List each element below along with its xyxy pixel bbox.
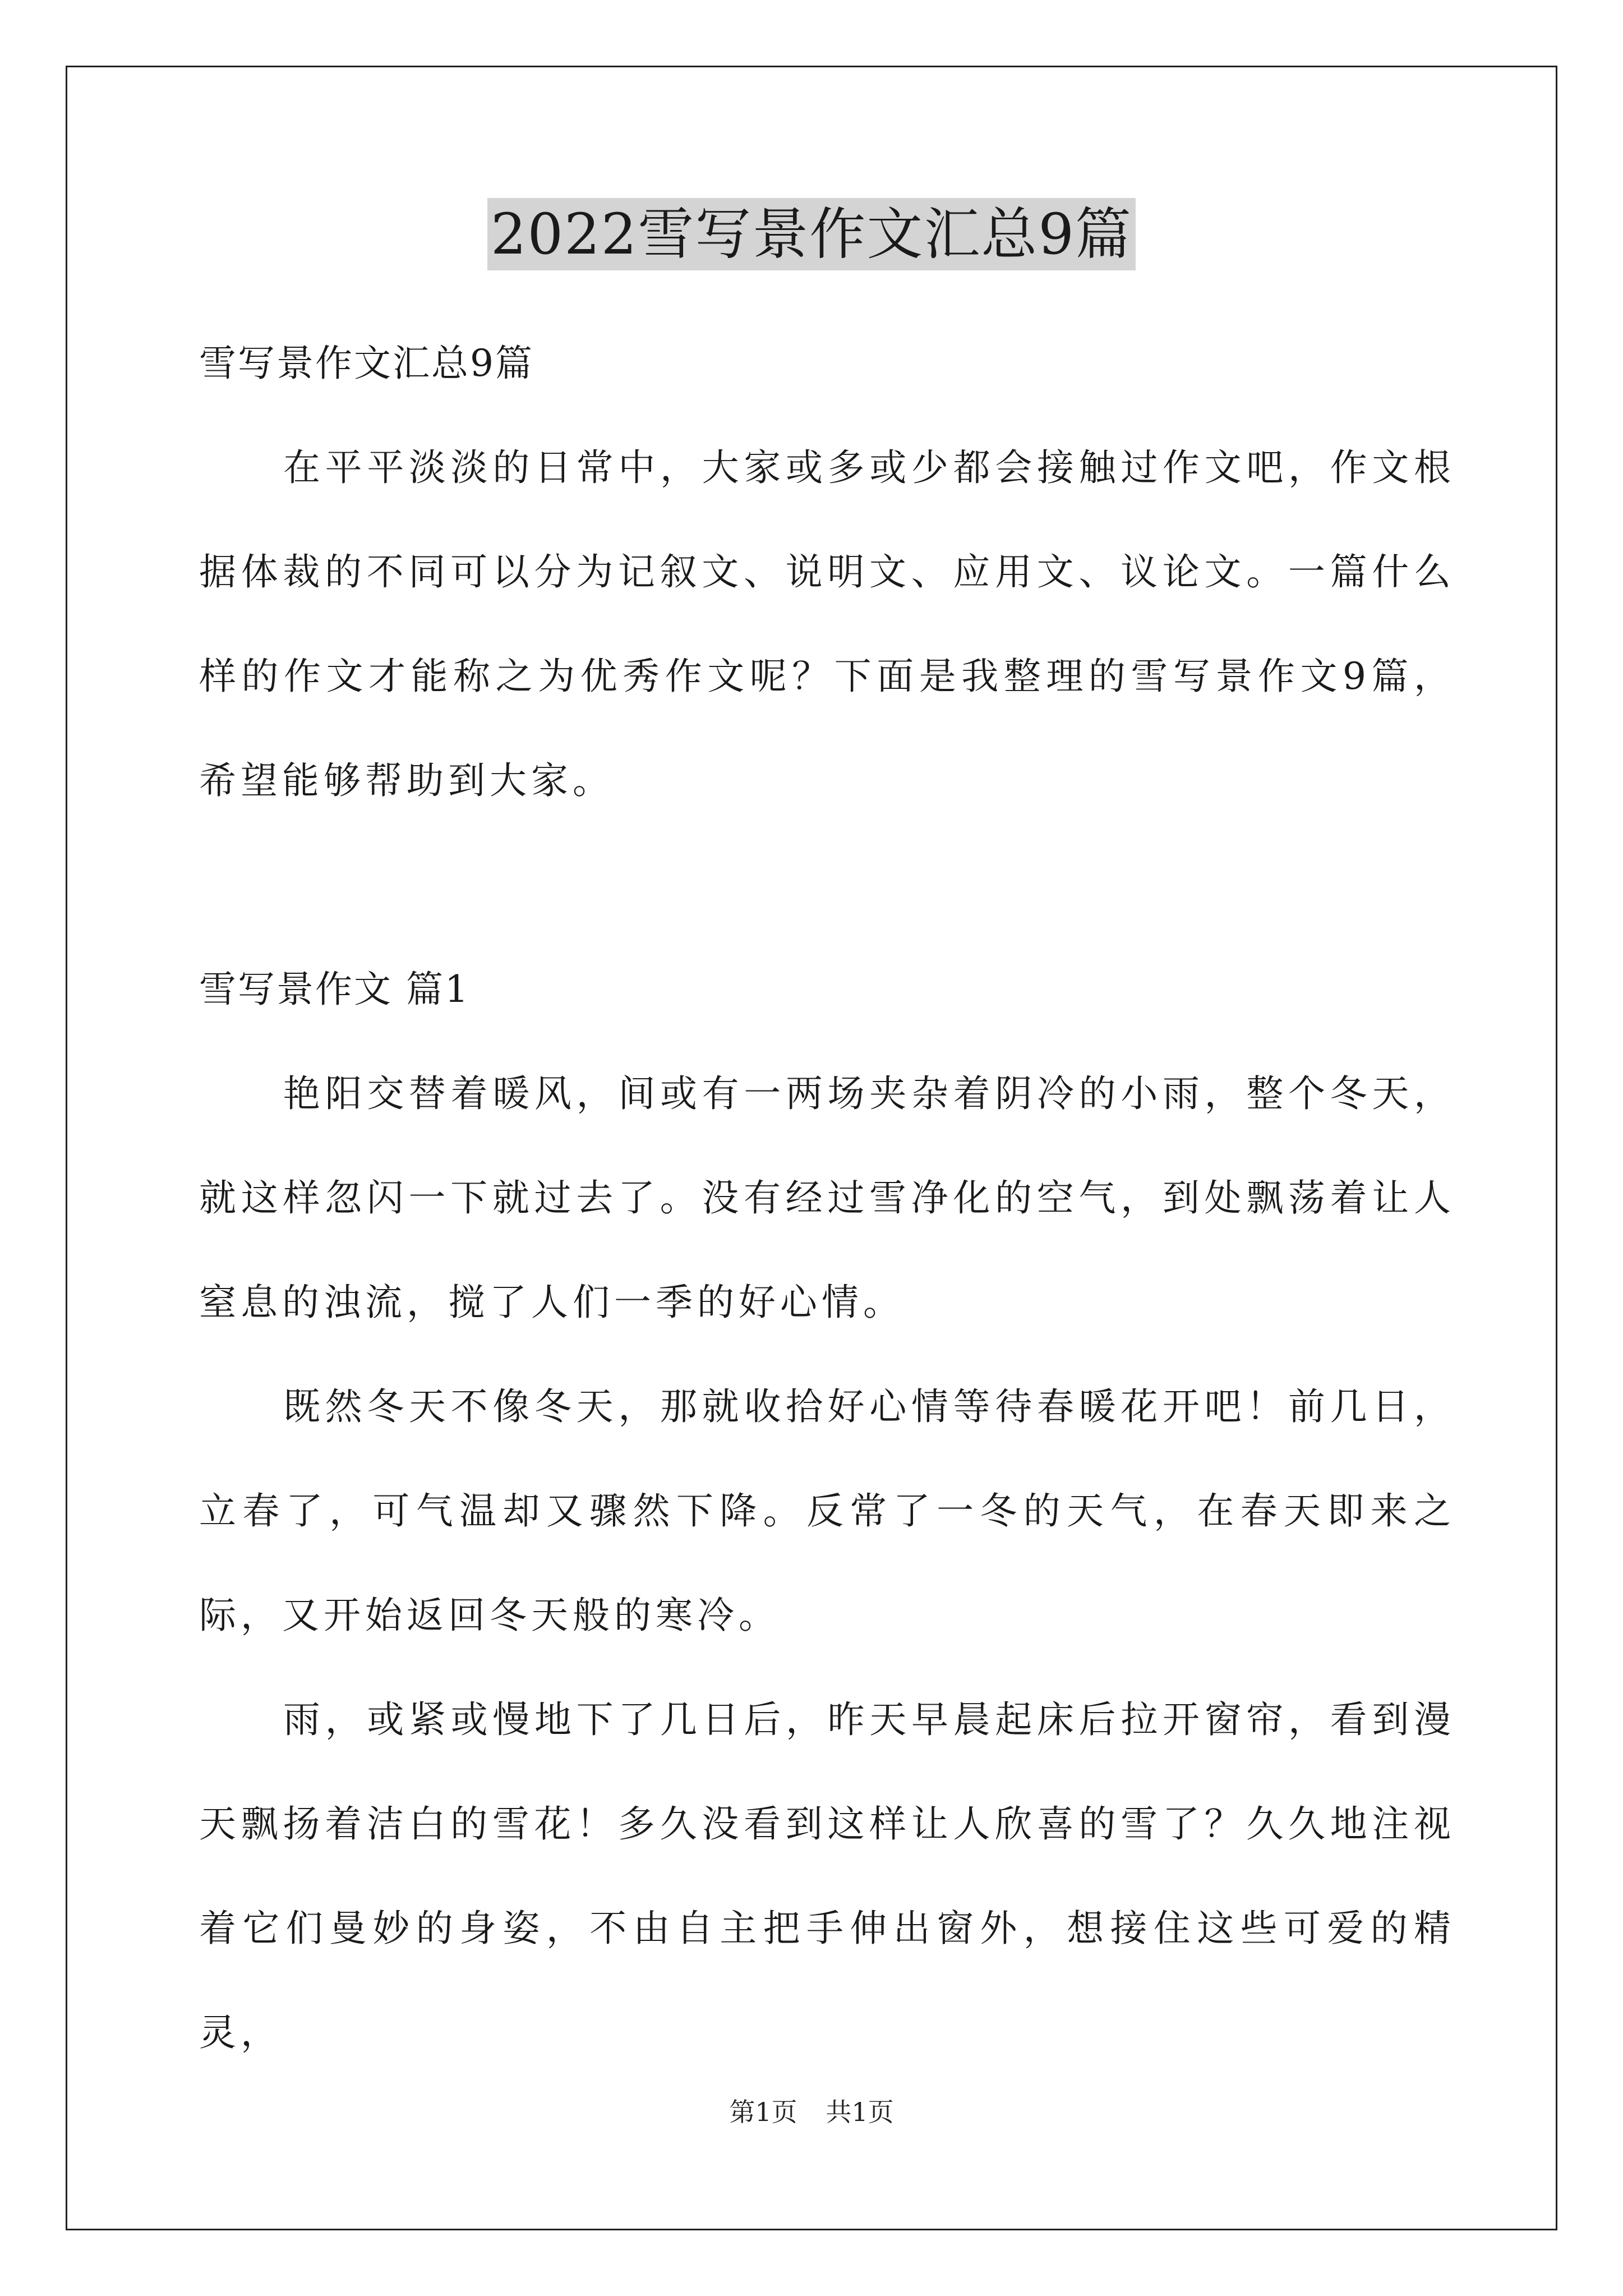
- body-paragraph-3: 雨，或紧或慢地下了几日后，昨天早晨起床后拉开窗帘，看到漫天飘扬着洁白的雪花！多久没看到这样让人欣喜的雪了？久久地注视着它们曼妙的身姿，不由自主把手伸出窗外，想接住这些可爱的精灵，: [199, 1698, 1455, 2054]
- page-number-total: 共1页: [826, 2097, 894, 2127]
- document-title-text: 2022雪写景作文汇总9篇: [487, 198, 1136, 270]
- document-title: [0, 195, 1623, 274]
- document-subtitle: 雪写景作文汇总9篇: [199, 342, 534, 385]
- page-number-current: 第1页: [729, 2097, 797, 2127]
- section-title: 雪写景作文 篇1: [199, 968, 470, 1011]
- body-paragraph-1: 艳阳交替着暖风，间或有一两场夹杂着阴冷的小雨，整个冬天，就这样忽闪一下就过去了。没有经过雪净化的空气，到处飘荡着让人窒息的浊流，搅了人们一季的好心情。: [199, 1072, 1455, 1324]
- intro-paragraph: 在平平淡淡的日常中，大家或多或少都会接触过作文吧，作文根据体裁的不同可以分为记叙文、说明文、应用文、议论文。一篇什么样的作文才能称之为优秀作文呢？下面是我整理的雪写景作文9篇，希望能够帮助到大家。: [199, 446, 1455, 802]
- document-body: [199, 311, 1455, 2085]
- body-paragraph-2: 既然冬天不像冬天，那就收拾好心情等待春暖花开吧！前几日，立春了，可气温却又骤然下降。反常了一冬的天气，在春天即来之际，又开始返回冬天般的寒冷。: [199, 1385, 1455, 1637]
- section-spacer: [199, 833, 1455, 937]
- page-footer: [0, 2095, 1623, 2129]
